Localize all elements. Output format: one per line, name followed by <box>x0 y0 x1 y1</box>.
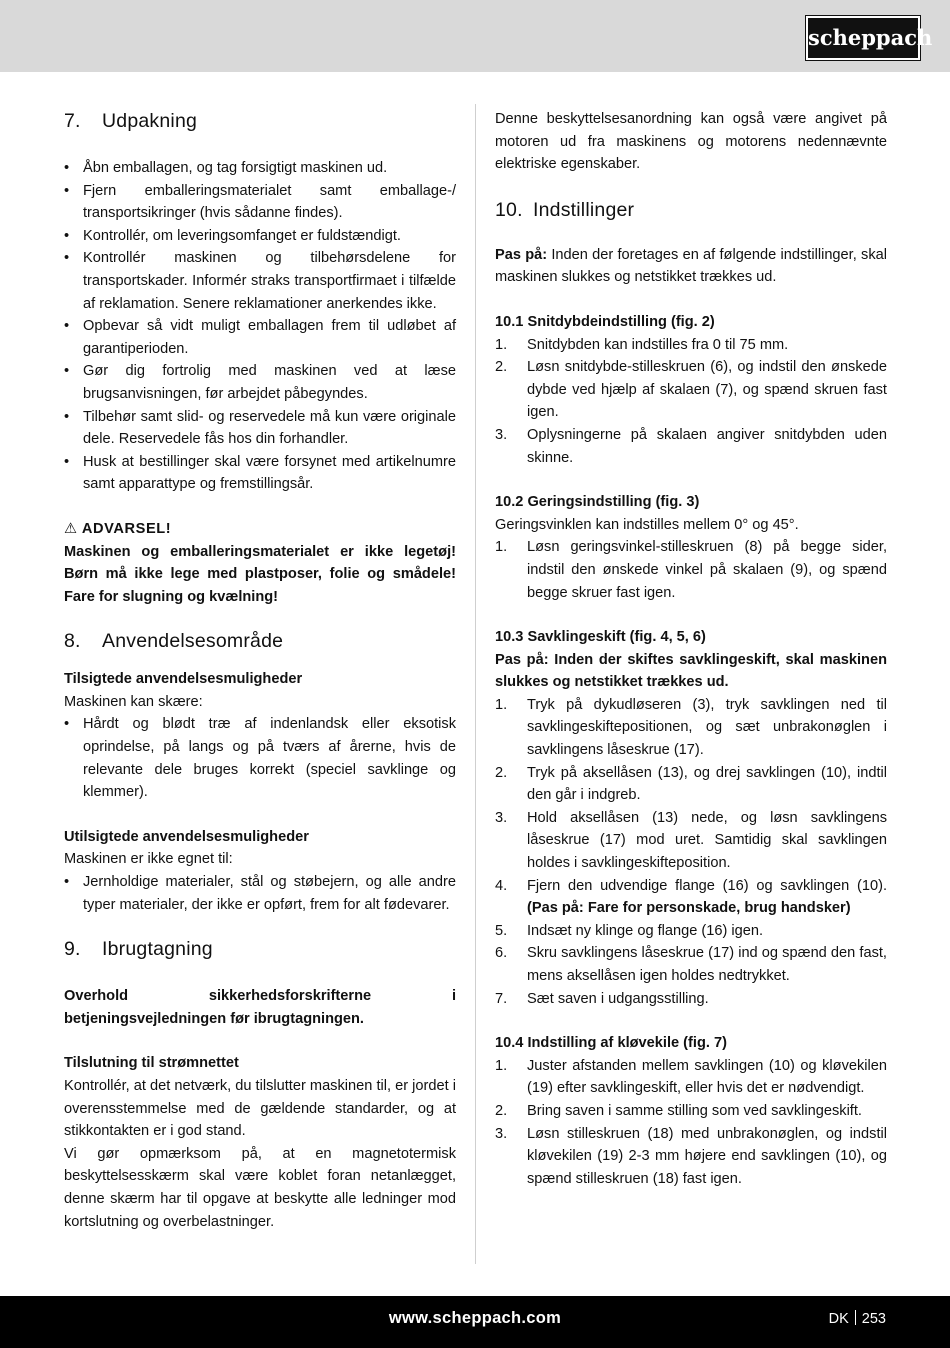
list-item: • Kontrollér maskinen og tilbehørsdelene for transportskader. Informér straks transportfirmaet i tilfælde af reklamation. Senere reklamationer anerkendes ikke. <box>64 247 456 315</box>
list-item: • Åbn emballagen, og tag forsigtigt maskinen ud. <box>64 157 456 180</box>
unintended-use-list <box>64 871 456 916</box>
section-8-heading: 8. Anvendelsesområde <box>64 630 284 653</box>
section-9-heading: 9. Ibrugtagning <box>64 938 213 961</box>
section-10-heading: 10. Indstillinger <box>495 198 635 221</box>
subsection-10-1-title: 10.1 Snitdybdeindstilling (fig. 2) <box>495 313 715 330</box>
bevel-steps <box>495 536 887 604</box>
list-item: 2. Bring saven i samme stilling som ved savklingeskift. <box>495 1102 862 1119</box>
footer-website-link[interactable]: www.scheppach.com <box>388 1309 562 1327</box>
list-item: • Gør dig fortrolig med maskinen ved at læse brugsanvisningen, før arbejdet påbegyndes. <box>64 360 456 405</box>
brand-logo: scheppach <box>806 16 920 60</box>
subsection-10-3-title: 10.3 Savklingeskift (fig. 4, 5, 6) <box>495 629 706 646</box>
intended-use-title: Tilsigtede anvendelsesmuligheder <box>64 671 303 688</box>
unpacking-list <box>64 157 456 496</box>
list-item: 2. Tryk på aksellåsen (13), og drej savklingen (10), indtil den går i indgreb. <box>495 764 887 804</box>
warning-text: Maskinen og emballeringsmaterialet er ikke legetøj! Børn må ikke lege med plastposer, folie og smådele! Fare for slugning og kvælning! <box>64 543 456 605</box>
footer-band <box>0 1296 950 1348</box>
list-item: • Jernholdige materialer, stål og støbejern, og alle andre typer materialer, der ikke er opført, frem for alt fødevarer. <box>64 871 456 916</box>
blade-change-warning: Pas på: Inden der skiftes savklingeskift, skal maskinen slukkes og netstikket trækkes ud. <box>495 651 887 691</box>
unintended-use-intro: Maskinen er ikke egnet til: <box>64 851 233 868</box>
cut-depth-steps <box>495 334 887 470</box>
blade-change-steps <box>495 694 887 1010</box>
safety-instructions-note: Overhold sikkerhedsforskrifterne i betjeningsvejledningen før ibrugtagningen. <box>64 988 456 1027</box>
page-number: DK 253 <box>828 1311 886 1327</box>
protection-device-text: Denne beskyttelsesanordning kan også være angivet på motoren ud fra maskinens og motorens nedennævnte elektriske egenskaber. <box>495 111 887 173</box>
left-column <box>64 108 456 1233</box>
unintended-use-title: Utilsigtede anvendelsesmuligheder <box>64 828 309 845</box>
right-column <box>495 108 887 1190</box>
list-item: • Fjern emballeringsmaterialet samt emballage-/ transportsikringer (hvis sådanne findes). <box>64 180 456 225</box>
list-item: 1. Løsn geringsvinkel-stilleskruen (8) på begge sider, indstil den ønskede vinkel på skalaen (9), og spænd begge skruer fast igen. <box>495 539 887 601</box>
list-item: 1. Tryk på dykudløseren (3), tryk savklingen ned til savklingeskiftepositionen, og sæt unbrakonøglen i savklingens låseskrue (17). <box>495 696 887 759</box>
column-divider <box>475 104 476 1264</box>
list-item: • Opbevar så vidt muligt emballagen frem til udløbet af garantiperioden. <box>64 315 456 360</box>
header-band <box>0 0 950 72</box>
bevel-intro: Geringsvinklen kan indstilles mellem 0° og 45°. <box>495 516 799 533</box>
list-item: • Husk at bestillinger skal være forsynet med artikelnumre samt apparattype og fremstillingsår. <box>64 451 456 496</box>
list-item: 3. Hold aksellåsen (13) nede, og løsn savklingens låseskrue (17) mod uret. Samtidig skal savklingen holdes i savklingeskifteposition. <box>495 809 887 872</box>
list-item: 3. Oplysningerne på skalaen angiver snitdybden uden skinne. <box>495 426 887 466</box>
list-item: • Hårdt og blødt træ af indenlandsk eller eksotisk oprindelse, på langs og på tværs af årerne, hvis de relevante dele bruges korrekt (speciel savklinge og klemmer). <box>64 713 456 803</box>
subsection-10-4-title: 10.4 Indstilling af kløvekile (fig. 7) <box>495 1035 727 1052</box>
power-connection-text-1: Kontrollér, at det netværk, du tilslutter maskinen til, er jordet i overensstemmelse med de gældende standarder, og at stikkontakten er i god stand. <box>64 1078 456 1140</box>
intended-use-list <box>64 713 456 803</box>
list-item: 6. Skru savklingens låseskrue (17) ind og spænd den fast, mens aksellåsen igen holdes nedtrykket. <box>495 945 887 984</box>
power-connection-text-2: Vi gør opmærksom på, at en magnetotermisk beskyttelsesskærm skal være koblet foran netanlægget, denne skærm har til opgave at beskytte alle ledninger mod kortslutning og overbelastninger. <box>64 1145 456 1230</box>
list-item: 7. Sæt saven i udgangsstilling. <box>495 990 709 1007</box>
list-item: 1. Snitdybden kan indstilles fra 0 til 75 mm. <box>495 336 789 353</box>
intended-use-intro: Maskinen kan skære: <box>64 693 203 710</box>
list-item: • Tilbehør samt slid- og reservedele må kun være originale dele. Reservedele fås hos din forhandler. <box>64 406 456 451</box>
list-item: 4. Fjern den udvendige flange (16) og savklingen (10). (Pas på: Fare for personskade, brug handsker) <box>495 877 887 917</box>
warning-triangle-icon: ⚠ <box>64 520 78 537</box>
settings-note: Pas på: Inden der foretages en af følgende indstillinger, skal maskinen slukkes og netstikket trækkes ud. <box>495 246 887 286</box>
section-7-heading: 7. Udpakning <box>64 110 198 132</box>
riving-knife-steps <box>495 1055 887 1191</box>
list-item: 3. Løsn stilleskruen (18) med unbrakonøglen, og indstil kløvekilen (19) 2-3 mm højere end savklingen (10), og spænd stilleskruen (18) fast igen. <box>495 1125 887 1187</box>
list-item: 1. Juster afstanden mellem savklingen (10) og kløvekilen (19) efter savklingeskift, eller hvis det er nødvendigt. <box>495 1057 887 1097</box>
power-connection-title: Tilslutning til strømnettet <box>64 1055 239 1072</box>
list-item: • Kontrollér, om leveringsomfanget er fuldstændigt. <box>64 225 456 248</box>
warning-heading: ⚠ ADVARSEL! <box>64 520 172 537</box>
list-item: 5. Indsæt ny klinge og flange (16) igen. <box>495 922 764 939</box>
list-item: 2. Løsn snitdybde-stilleskruen (6), og indstil den ønskede dybde ved hjælp af skalaen (7), og spænd skruen fast igen. <box>495 359 887 421</box>
subsection-10-2-title: 10.2 Geringsindstilling (fig. 3) <box>495 494 700 511</box>
page-separator <box>855 1310 856 1325</box>
